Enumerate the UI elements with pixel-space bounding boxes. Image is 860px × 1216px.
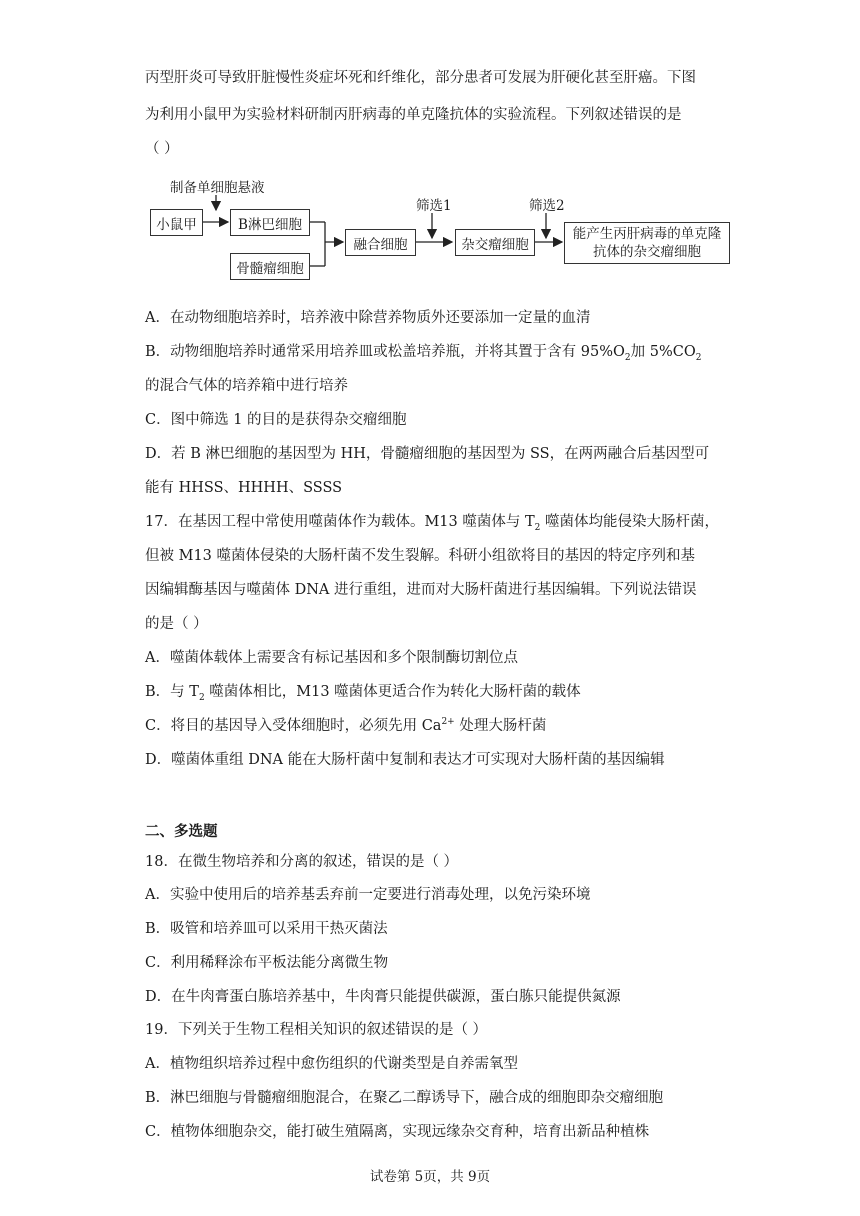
flow-box-bcell: B淋巴细胞: [230, 209, 310, 236]
q16-option-a: A．在动物细胞培养时，培养液中除营养物质外还要添加一定量的血清: [145, 310, 591, 326]
section-heading: 二、多选题: [145, 824, 218, 840]
q17-option-a: A．噬菌体载体上需要含有标记基因和多个限制酶切割位点: [145, 650, 518, 666]
q19-option-a: A．植物组织培养过程中愈伤组织的代谢类型是自养需氧型: [145, 1056, 518, 1072]
flow-label-screen1: 筛选1: [416, 198, 452, 214]
q18-stem: 18．在微生物培养和分离的叙述，错误的是（ ）: [145, 854, 459, 870]
q19-stem: 19．下列关于生物工程相关知识的叙述错误的是（ ）: [145, 1022, 488, 1038]
flow-final-line1: 能产生丙肝病毒的单克隆: [572, 226, 722, 242]
flow-label-suspension: 制备单细胞悬液: [170, 180, 265, 196]
q17-stem-line4: 的是（ ）: [145, 616, 208, 632]
flow-box-hybridoma: 杂交瘤细胞: [455, 229, 535, 256]
q16-option-d-line2: 能有 HHSS、HHHH、SSSS: [145, 480, 343, 496]
q19-option-c: C．植物体细胞杂交，能打破生殖隔离，实现远缘杂交育种，培育出新品种植株: [145, 1124, 650, 1140]
flow-box-fused: 融合细胞: [345, 229, 416, 256]
q17-option-c: C．将目的基因导入受体细胞时，必须先用 $Ca^{2+}$ 处理大肠杆菌: [145, 717, 547, 734]
flow-box-mouse: 小鼠甲: [150, 209, 203, 236]
flowchart-connectors: [0, 0, 860, 300]
flow-label-screen2: 筛选2: [529, 198, 565, 214]
q18-option-d: D．在牛肉膏蛋白胨培养基中，牛肉膏只能提供碳源，蛋白胨只能提供氮源: [145, 989, 621, 1005]
q18-option-a: A．实验中使用后的培养基丢弃前一定要进行消毒处理，以免污染环境: [145, 887, 591, 903]
q17-stem-line3: 因编辑酶基因与噬菌体 DNA 进行重组，进而对大肠杆菌进行基因编辑。下列说法错误: [145, 582, 697, 598]
q16-option-b-line2: 的混合气体的培养箱中进行培养: [145, 378, 348, 394]
q19-option-b: B．淋巴细胞与骨髓瘤细胞混合，在聚乙二醇诱导下，融合成的细胞即杂交瘤细胞: [145, 1090, 664, 1106]
q18-option-c: C．利用稀释涂布平板法能分离微生物: [145, 955, 389, 971]
q17-option-b: B．与 $T_2$ 噬菌体相比，M13 噬菌体更适合作为转化大肠杆菌的载体: [145, 684, 581, 703]
flow-box-myeloma: 骨髓瘤细胞: [230, 253, 310, 280]
q17-stem-line2: 但被 M13 噬菌体侵染的大肠杆菌不发生裂解。科研小组欲将目的基因的特定序列和基: [145, 548, 696, 564]
q18-option-b: B．吸管和培养皿可以采用干热灭菌法: [145, 921, 388, 937]
flow-final-line2: 抗体的杂交瘤细胞: [593, 244, 701, 260]
q17-option-d: D．噬菌体重组 DNA 能在大肠杆菌中复制和表达才可实现对大肠杆菌的基因编辑: [145, 752, 665, 768]
q16-stem-line2: 为利用小鼠甲为实验材料研制丙肝病毒的单克隆抗体的实验流程。下列叙述错误的是: [145, 107, 682, 123]
flow-box-final: [564, 222, 730, 264]
q16-answer-paren: （ ）: [145, 141, 179, 157]
q17-stem-line1: 17．在基因工程中常使用噬菌体作为载体。M13 噬菌体与 $T_2$ 噬菌体均能侵染大肠杆菌，: [145, 514, 719, 533]
q16-option-b-line1: B．动物细胞培养时通常采用培养皿或松盖培养瓶，并将其置于含有 $95\%O_2$加 $5\%CO_2$: [145, 344, 702, 363]
q16-option-c: C．图中筛选 1 的目的是获得杂交瘤细胞: [145, 412, 407, 428]
q16-option-d-line1: D．若 B 淋巴细胞的基因型为 HH，骨髓瘤细胞的基因型为 SS，在两两融合后基因型可: [145, 446, 710, 462]
page-footer: 试卷第 5页，共 9页: [369, 1169, 491, 1185]
q16-stem-line1: 丙型肝炎可导致肝脏慢性炎症坏死和纤维化，部分患者可发展为肝硬化甚至肝癌。下图: [145, 70, 696, 86]
